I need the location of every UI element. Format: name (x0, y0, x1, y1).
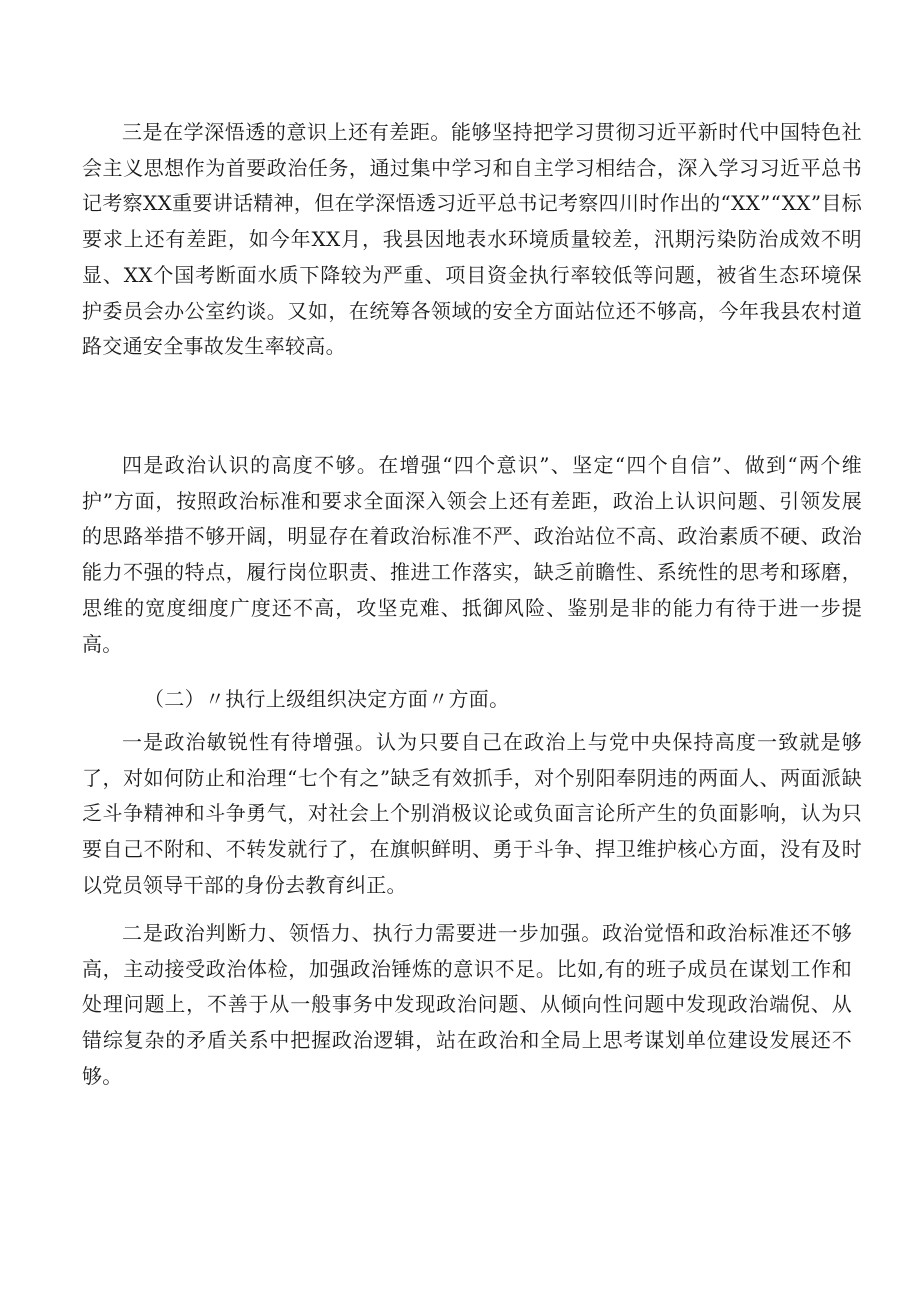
paragraph-one-political-sensitivity: 一是政治敏锐性有待增强。认为只要自己在政治上与党中央保持高度一致就是够了，对如何防止和治理“七个有之”缺乏有效抓手，对个别阳奉阴违的两面人、两面派缺乏斗争精神和斗争勇气，对社会上个别消极议论或负面言论所产生的负面影响，认为只要自己不附和、不转发就行了，在旗帜鲜明、勇于斗争、捍卫维护核心方面，没有及时以党员领导干部的身份去教育纠正。 (82, 730, 862, 897)
paragraph-three-study-gap: 三是在学深悟透的意识上还有差距。能够坚持把学习贯彻习近平新时代中国特色社会主义思想作为首要政治任务，通过集中学习和自主学习相结合，深入学习习近平总书记考察XX重要讲话精神，但在学深悟透习近平总书记考察四川时作出的“XX”“XX”目标要求上还有差距，如今年XX月，我县因地表水环境质量较差，汛期污染防治成效不明显、XX个国考断面水质下降较为严重、项目资金执行率较低等问题，被省生态环境保护委员会办公室约谈。又如，在统筹各领域的安全方面站位还不够高，今年我县农村道路交通安全事故发生率较高。 (82, 120, 862, 359)
section-heading-two: （二）〃执行上级组织决定方面〃方面。 (144, 687, 510, 711)
paragraph-four-political-awareness: 四是政治认识的高度不够。在增强“四个意识”、坚定“四个自信”、做到“两个维护”方面，按照政治标准和要求全面深入领会上还有差距，政治上认识问题、引领发展的思路举措不够开阔，明显存在着政治标准不严、政治站位不高、政治素质不硬、政治能力不强的特点，履行岗位职责、推进工作落实，缺乏前瞻性、系统性的思考和琢磨，思维的宽度细度广度还不高，攻坚克难、抵御风险、鉴别是非的能力有待于进一步提高。 (82, 453, 862, 656)
paragraph-two-political-judgment: 二是政治判断力、领悟力、执行力需要进一步加强。政治觉悟和政治标准还不够高，主动接受政治体检，加强政治锤炼的意识不足。比如,有的班子成员在谋划工作和处理问题上，不善于从一般事务中发现政治问题、从倾向性问题中发现政治端倪、从错综复杂的矛盾关系中把握政治逻辑，站在政治和全局上思考谋划单位建设发展还不够。 (82, 921, 852, 1088)
